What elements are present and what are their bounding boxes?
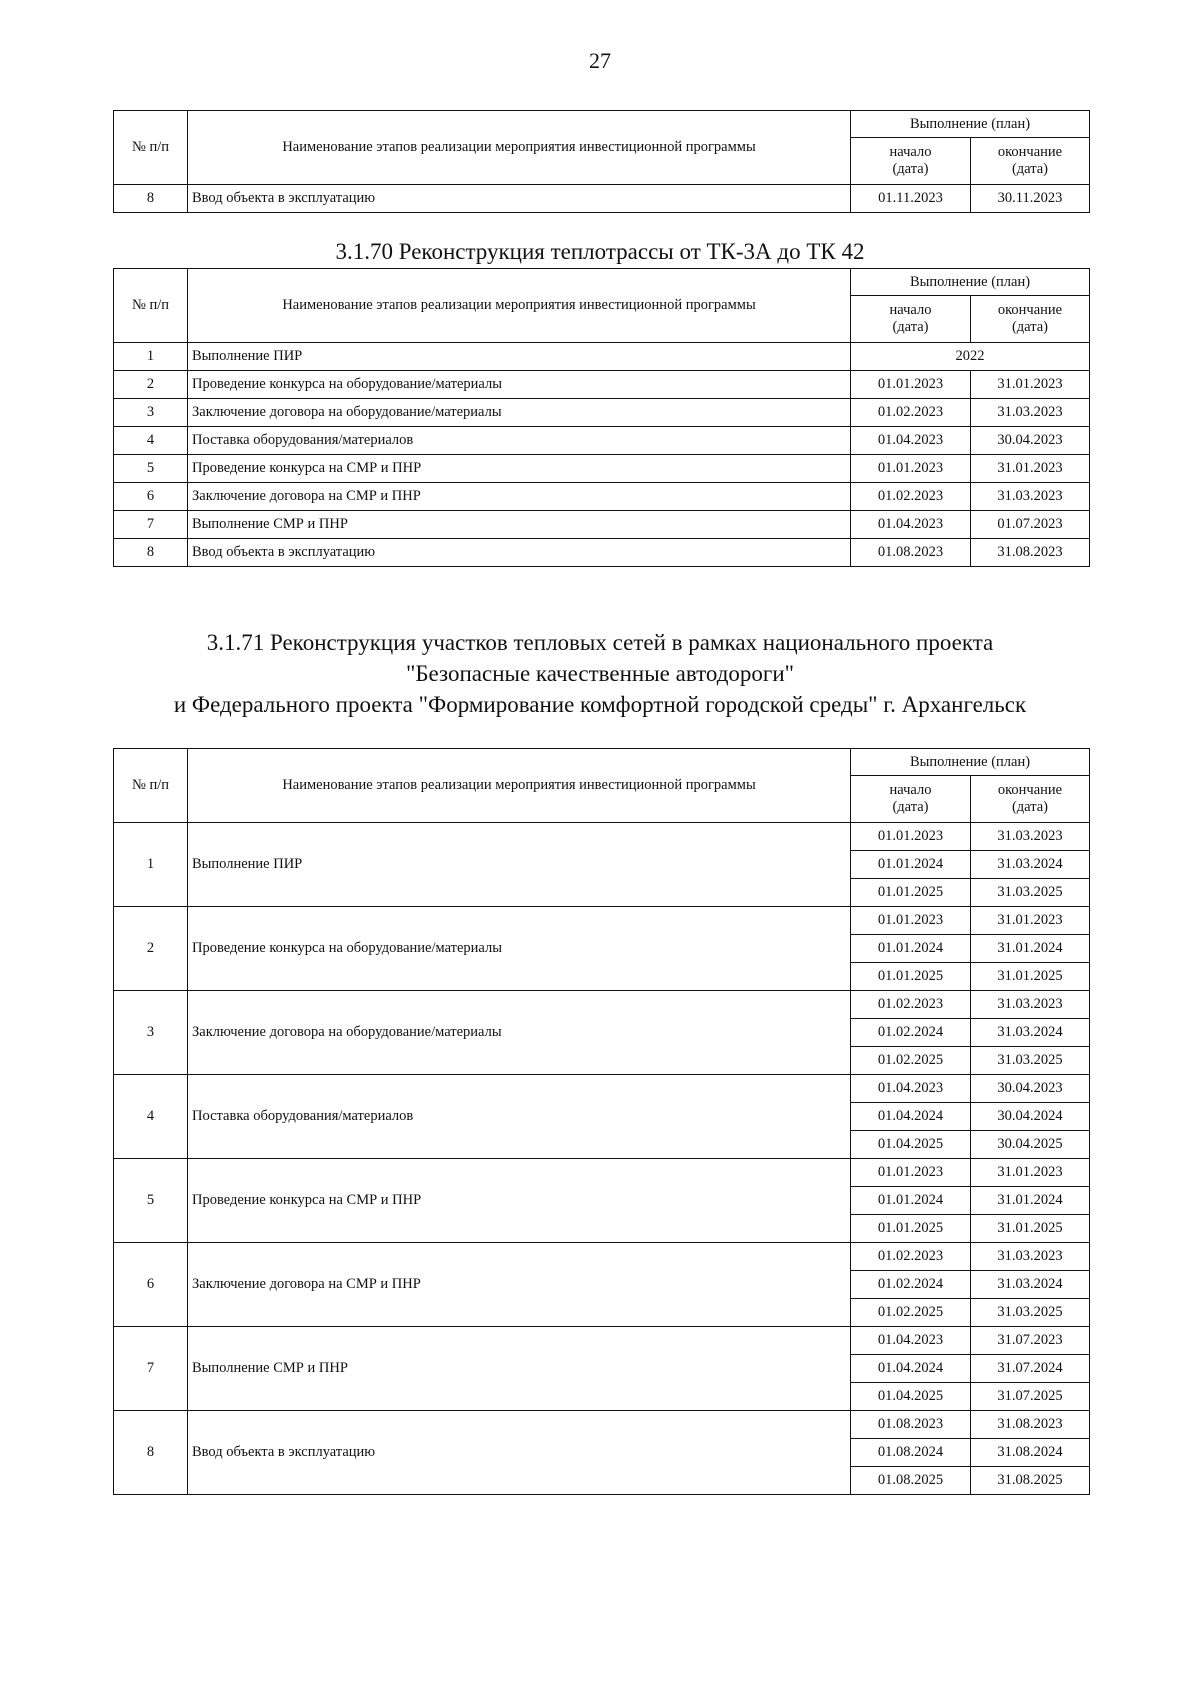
table-row: 3 Заключение договора на оборудование/материалы 01.02.2023 31.03.2023: [114, 399, 1090, 427]
table-row: 01.08.2024 31.08.2024: [114, 1439, 1090, 1467]
table-row: 6 Заключение договора на СМР и ПНР 01.02.2023 31.03.2023: [114, 483, 1090, 511]
table-row: 01.02.2024 31.03.2024: [114, 1271, 1090, 1299]
header-name: Наименование этапов реализации мероприятия инвестиционной программы: [188, 749, 851, 823]
table-row: 7 Выполнение СМР и ПНР 01.04.2023 31.07.2023: [114, 1327, 1090, 1355]
table-section-70: [113, 268, 1090, 567]
table-row: 2 Проведение конкурса на оборудование/материалы 01.01.2023 31.01.2023: [114, 371, 1090, 399]
table-row: 5 Проведение конкурса на СМР и ПНР 01.01.2023 31.01.2023: [114, 1159, 1090, 1187]
header-start: начало (дата): [851, 296, 971, 343]
table-row: 01.02.2025 31.03.2025: [114, 1299, 1090, 1327]
table-row: 6 Заключение договора на СМР и ПНР 01.02.2023 31.03.2023: [114, 1243, 1090, 1271]
section-71-title: 3.1.71 Реконструкция участков тепловых сетей в рамках национального проекта "Безопасные качественные автодороги" и Федерального проекта "Формирование комфортной городской среды" г. Архангельск: [173, 630, 1027, 717]
table-row: 1 Выполнение ПИР 2022: [114, 343, 1090, 371]
table-continuation: [113, 110, 1090, 213]
page-number: 27: [589, 48, 611, 73]
header-num: № п/п: [114, 749, 188, 823]
table-row: 01.01.2025 31.01.2025: [114, 963, 1090, 991]
table-row: 01.02.2024 31.03.2024: [114, 1019, 1090, 1047]
table-row: 8 Ввод объекта в эксплуатацию 01.08.2023 31.08.2023: [114, 1411, 1090, 1439]
header-plan: Выполнение (план): [851, 111, 1090, 138]
header-end: окончание (дата): [971, 776, 1090, 823]
header-start: начало (дата): [851, 138, 971, 185]
table-row: 01.04.2025 30.04.2025: [114, 1131, 1090, 1159]
header-end: окончание (дата): [971, 138, 1090, 185]
table-row: 7 Выполнение СМР и ПНР 01.04.2023 01.07.2023: [114, 511, 1090, 539]
header-num: № п/п: [114, 269, 188, 343]
table-row: 01.01.2024 31.03.2024: [114, 851, 1090, 879]
table-row: 4 Поставка оборудования/материалов 01.04.2023 30.04.2023: [114, 1075, 1090, 1103]
header-start: начало (дата): [851, 776, 971, 823]
header-name: Наименование этапов реализации мероприятия инвестиционной программы: [188, 269, 851, 343]
table-row: 01.04.2025 31.07.2025: [114, 1383, 1090, 1411]
table-row: 01.01.2025 31.01.2025: [114, 1215, 1090, 1243]
header-end: окончание (дата): [971, 296, 1090, 343]
table-row: 3 Заключение договора на оборудование/материалы 01.02.2023 31.03.2023: [114, 991, 1090, 1019]
table-row: 2 Проведение конкурса на оборудование/материалы 01.01.2023 31.01.2023: [114, 907, 1090, 935]
table-row: 8 Ввод объекта в эксплуатацию 01.11.2023 30.11.2023: [114, 185, 1090, 213]
table-row: 8 Ввод объекта в эксплуатацию 01.08.2023 31.08.2023: [114, 539, 1090, 567]
header-name: Наименование этапов реализации мероприятия инвестиционной программы: [188, 111, 851, 185]
table-row: 01.01.2025 31.03.2025: [114, 879, 1090, 907]
table-section-71: [113, 748, 1090, 1495]
header-num: № п/п: [114, 111, 188, 185]
table-row: 5 Проведение конкурса на СМР и ПНР 01.01.2023 31.01.2023: [114, 455, 1090, 483]
table-row: 01.02.2025 31.03.2025: [114, 1047, 1090, 1075]
section-70-title: 3.1.70 Реконструкция теплотрассы от ТК-3А до ТК 42: [335, 239, 865, 264]
table-row: 01.04.2024 30.04.2024: [114, 1103, 1090, 1131]
table-row: 01.01.2024 31.01.2024: [114, 1187, 1090, 1215]
table-row: 4 Поставка оборудования/материалов 01.04.2023 30.04.2023: [114, 427, 1090, 455]
table-row: 1 Выполнение ПИР 01.01.2023 31.03.2023: [114, 823, 1090, 851]
table-row: 01.04.2024 31.07.2024: [114, 1355, 1090, 1383]
table-row: 01.01.2024 31.01.2024: [114, 935, 1090, 963]
header-plan: Выполнение (план): [851, 749, 1090, 776]
table-row: 01.08.2025 31.08.2025: [114, 1467, 1090, 1495]
header-plan: Выполнение (план): [851, 269, 1090, 296]
